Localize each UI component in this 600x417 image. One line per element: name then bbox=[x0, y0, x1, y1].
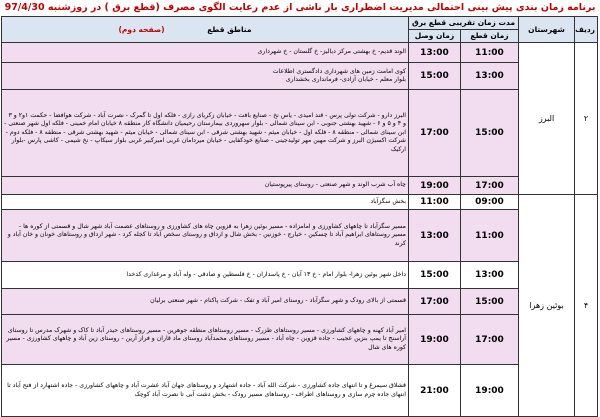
cut-time: 13:00 bbox=[461, 63, 519, 90]
region-label: قسمتی از بالای رودک و شهر سگزآباد - روستای امیر آباد و تفک - شرکت پاکنام - شهر صنعتی برلیان bbox=[150, 297, 406, 305]
cut-time: 13:00 bbox=[461, 262, 519, 289]
region-text bbox=[1, 90, 408, 177]
header-city: شهرستان bbox=[519, 17, 575, 43]
region-text bbox=[1, 43, 408, 63]
outage-schedule-table bbox=[1, 16, 598, 417]
row-number: ۴ bbox=[575, 195, 598, 417]
connect-time: 15:00 bbox=[408, 63, 460, 90]
region-label: امیر آباد کهنه و چاههای کشاورزی - مسیر روستاهای طزرک - مسیر روستاهای منطقه جوهرین - مسیر روستاهای حیدر آباد تا کاک و شهرک مدرس تا روستای آراسنج تا یمپ بنزین عجیب - جاده قزوین - چاه آباد - مسیر روستاهای محمدآباد روستای ماد قاران و فراز آرین - روستای زین آباد و چاههای کشاورزی - مسیر کوره های شال bbox=[6, 326, 406, 351]
region-label: الوند قدیم- خ بهشتی مرکز دیالیز- خ گلستان - خ شهرداری bbox=[257, 48, 406, 56]
cut-time: 11:00 bbox=[461, 210, 519, 262]
region-text bbox=[1, 315, 408, 365]
cut-time: 09:00 bbox=[461, 195, 519, 210]
region-label: قشلاق سیمرغ و تا انتهای جاده کشاورزی - شرکت الله آباد - جاده اشتهارد و روستاهای جهان آباد عشرت آباد و چاههای کشاورزی - جاده اشتهارد از فتح آباد تا انتهای جاده چرم سازی و روستاهای اطراف - روستاهای مسیر رودک - بخش دشت آبی تا نصرت آباد کوچک bbox=[7, 382, 406, 398]
table-row bbox=[1, 289, 597, 315]
cut-time: 19:00 bbox=[461, 365, 519, 417]
page-title: برنامه زمان بندی پیش بینی احتمالی مدیریت اضطراری بار ناشی از عدم رعایت الگوی مصرف (قطع برق ) در روزشنبه 97/4/30 bbox=[4, 2, 596, 13]
connect-time: 11:00 bbox=[408, 195, 460, 210]
table-row bbox=[1, 210, 597, 262]
connect-time: 17:00 bbox=[408, 289, 460, 315]
connect-time: 21:00 bbox=[408, 365, 460, 417]
region-text bbox=[1, 365, 408, 417]
cut-time: 15:00 bbox=[461, 90, 519, 177]
city-name: بوئین زهرا bbox=[519, 195, 575, 417]
header-page-label: (صفحه دوم) bbox=[118, 24, 165, 34]
region-label: بخش سگزآباد bbox=[370, 197, 406, 205]
header-areas bbox=[1, 17, 408, 43]
table-row bbox=[1, 63, 597, 90]
region-label: چاه آب شرب الوند و شهر صنعتی - روستای پیرپوستیان bbox=[264, 181, 406, 189]
connect-time: 19:00 bbox=[408, 315, 460, 365]
header-connect-time: زمان وصل bbox=[408, 30, 460, 43]
row-number: ۲ bbox=[575, 43, 598, 195]
header-time-group: مدت زمان تقریبی قطع برق bbox=[408, 17, 518, 30]
cut-time: 11:00 bbox=[461, 43, 519, 63]
region-label: داخل شهر بوئین زهرا- بلوار امام - خ ۱۳ آبان - خ پاسداران - خ فلسطین و صادقی - وله آباد و مرغداری کدخدا bbox=[126, 270, 406, 278]
region-label: البرز دارو - شرکت تولی پرس - قند امیدی - یاس نخ - صنایع بافت - خیابان زکریای رازی - فلکه اول تا گمرک - نصرت آباد - شرکت هوافضا - حکمت ۱و۲ و ۳ و ۴ و ۵ و ۶ - شهید بهشتی جنوبی - ابن سینای شمالی - بلوار سهروردی بیمارستان رحیمیان دانشگاه کار منطقه ۸ خیابان امام خمینی - فلکه اول شهر صنعتی - ابن سینای شمالی - منطقه ۸ - فلکه اول - خیابان میثم - شهید بهشتی شرقی - ابن سینای شمالی - خیابان میثم - شهید بهشتی شرقی - منطقه ۸ - فلکه دوم - شرکت اکسیژن البرز و شرکت مهین مهر تولیدجینی - صنایع خودکفایی - خیابان میردامان غربی امیرکبیر غربی بلوار سیکاپ - نخ شیمی - کاشی پارس -بلوار ارکیک bbox=[4, 111, 406, 153]
table-row bbox=[1, 177, 597, 195]
cut-time: 17:00 bbox=[461, 177, 519, 195]
region-text bbox=[1, 63, 408, 90]
table-row bbox=[1, 43, 597, 63]
region-text bbox=[1, 210, 408, 262]
table-row bbox=[1, 262, 597, 289]
cut-time: 17:00 bbox=[461, 315, 519, 365]
table-row bbox=[1, 365, 597, 417]
city-name: البرز bbox=[519, 43, 575, 195]
region-text bbox=[1, 289, 408, 315]
header-row-no: ردیف bbox=[575, 17, 598, 43]
connect-time: 13:00 bbox=[408, 43, 460, 63]
cut-time: 15:00 bbox=[461, 289, 519, 315]
connect-time: 19:00 bbox=[408, 177, 460, 195]
region-label: مسیر سگزآباد تا چاههای کشاورزی و امامزاده - مسیر بوئین زهرا به قزوین چاه های کشاورزی و روستاهای عصمت آباد شهر شال و قسمتی از کوره ها - مسیر روستاهای ابراهیم آباد تا چسکین - خیارج - خوزنین - بخش شال و ارداق و روستای سخص آباد تا کجله کرد - شهر ارداق و روستاهای خونان و خان آباد و کرند bbox=[7, 222, 406, 247]
region-text bbox=[1, 177, 408, 195]
connect-time: 13:00 bbox=[408, 210, 460, 262]
connect-time: 15:00 bbox=[408, 262, 460, 289]
table-row bbox=[1, 315, 597, 365]
region-text bbox=[1, 262, 408, 289]
header-cut-time: زمان قطع bbox=[461, 30, 519, 43]
region-label: کوی امامت زمین های شهرداری دادگستری اطلاعات بلوار معلم - خیابان آزادی- فرمانداری بخشداری bbox=[272, 67, 406, 83]
table-row bbox=[1, 195, 597, 210]
table-row bbox=[1, 90, 597, 177]
header-areas-label: مناطق قطع bbox=[207, 24, 252, 34]
region-text bbox=[1, 195, 408, 210]
connect-time: 17:00 bbox=[408, 90, 460, 177]
